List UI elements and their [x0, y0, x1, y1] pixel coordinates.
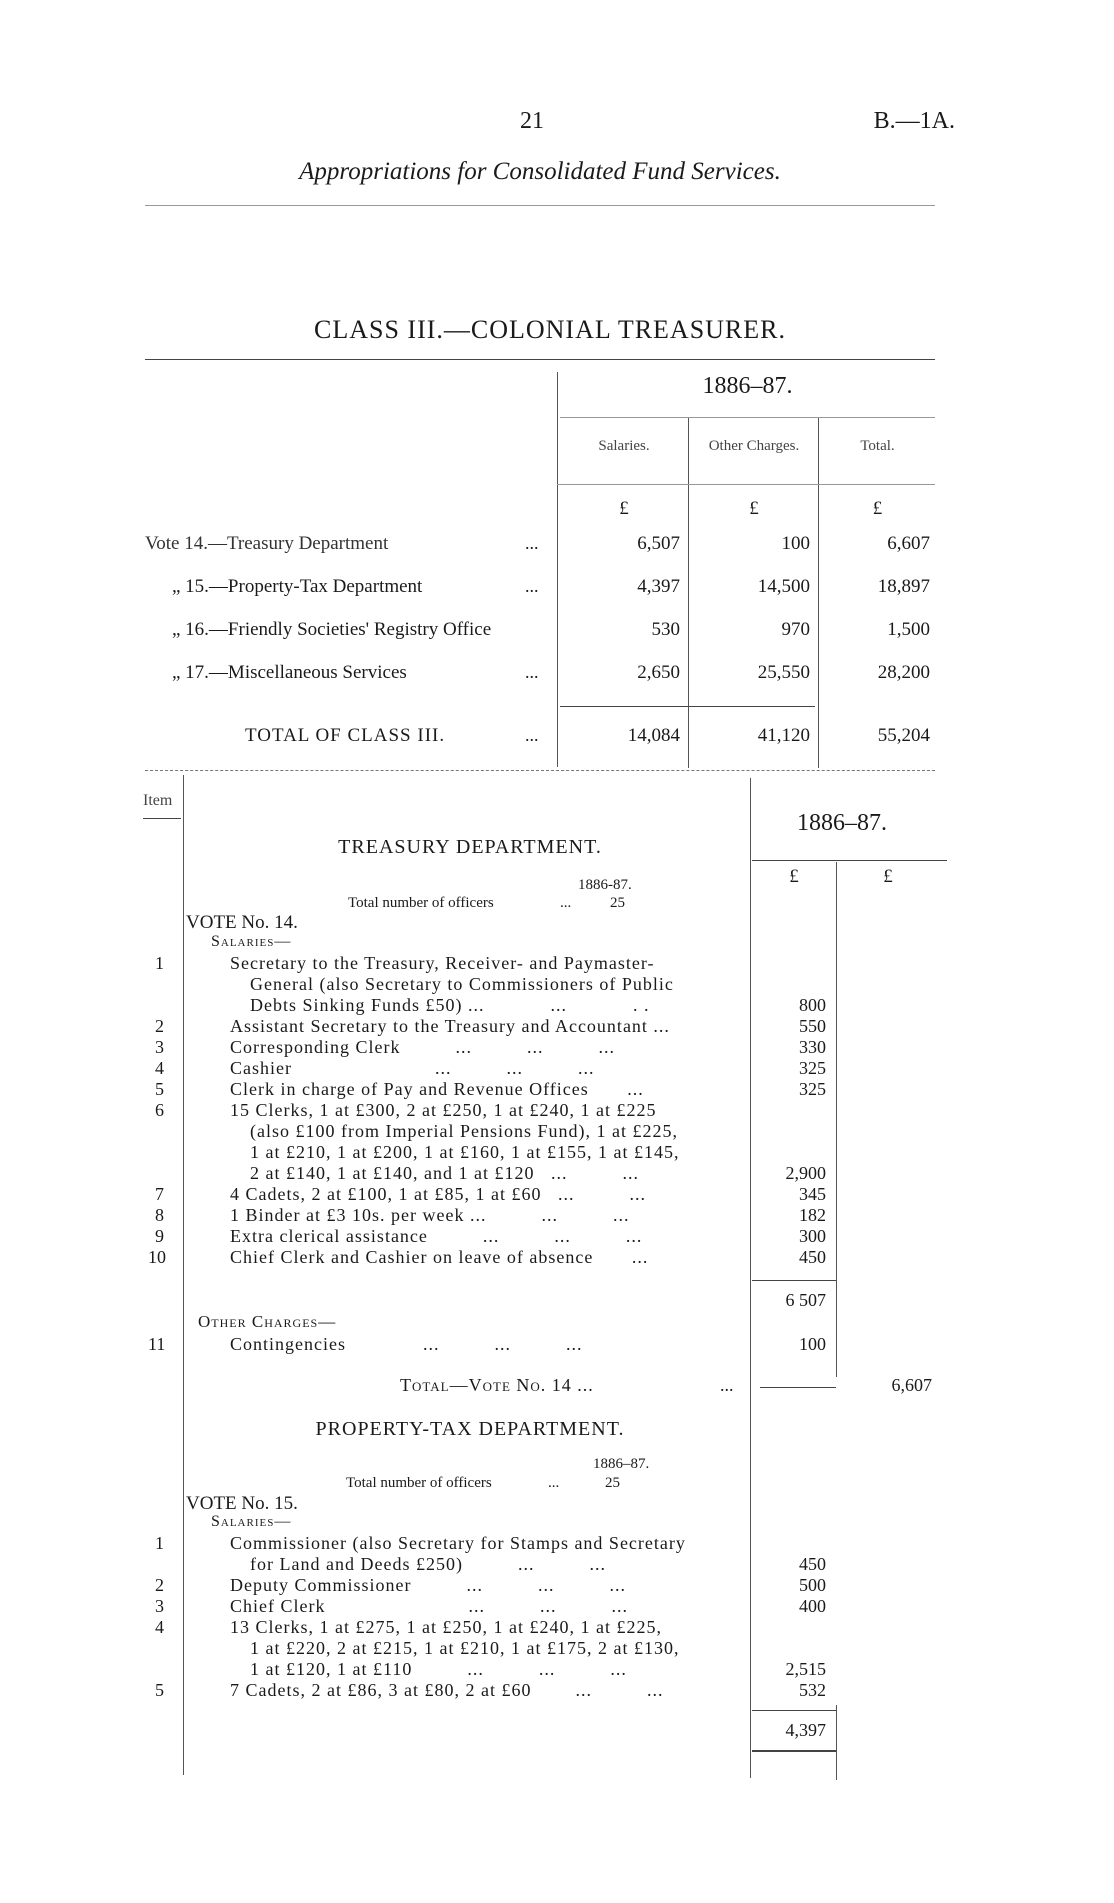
vote-total-dots: ...	[720, 1375, 734, 1395]
item-number: 8	[155, 1205, 164, 1225]
item-text: Debts Sinking Funds £50) ... ... . .	[250, 995, 650, 1015]
officers-dots: ...	[548, 1475, 560, 1491]
salaries-subtotal: 6 507	[785, 1290, 826, 1310]
currency-symbol: £	[883, 866, 893, 887]
summary-year-rule	[560, 417, 935, 418]
officers-year: 1886–87.	[593, 1456, 650, 1472]
item-text: Assistant Secretary to the Treasury and Accountant ...	[230, 1016, 670, 1036]
item-number: 3	[155, 1037, 164, 1057]
row-total: 18,897	[877, 576, 930, 597]
item-amount: 400	[799, 1596, 826, 1616]
item-text: Commissioner (also Secretary for Stamps and Secretary	[230, 1533, 686, 1553]
officers-year: 1886-87.	[578, 877, 632, 893]
item-number: 7	[155, 1184, 164, 1204]
item-number: 4	[155, 1617, 164, 1637]
currency-symbol: £	[872, 498, 883, 519]
other-charges-heading: Other Charges—	[198, 1312, 337, 1331]
item-number: 1	[155, 953, 164, 973]
row-label: „ 17.—Miscellaneous Services	[172, 662, 407, 683]
row-label: „ 15.—Property-Tax Department	[172, 576, 423, 597]
item-text: 1 at £220, 2 at £215, 1 at £210, 1 at £175, 2 at £130,	[250, 1638, 680, 1658]
item-text: 4 Cadets, 2 at £100, 1 at £85, 1 at £60 ... ...	[230, 1184, 646, 1204]
col-header-other-charges: Other Charges.	[708, 438, 800, 454]
item-number: 3	[155, 1596, 164, 1616]
salaries-subtotal-rule	[752, 1750, 836, 1752]
summary-divider	[818, 418, 819, 768]
row-dots: ...	[525, 662, 539, 682]
currency-symbol: £	[789, 866, 799, 887]
item-number: 5	[155, 1680, 164, 1700]
item-header: Item	[143, 792, 173, 809]
page-subtitle: Appropriations for Consolidated Fund Services.	[299, 158, 781, 185]
item-text: Chief Clerk ... ... ...	[230, 1596, 628, 1616]
item-amount: 330	[799, 1037, 826, 1057]
row-salaries: 4,397	[637, 576, 680, 597]
item-amount: 2,900	[785, 1163, 826, 1183]
item-text: 15 Clerks, 1 at £300, 2 at £250, 1 at £240, 1 at £225	[230, 1100, 657, 1120]
officers-dots: ...	[560, 895, 572, 911]
item-number: 11	[148, 1334, 166, 1354]
row-label: Vote 14.—Treasury Department	[145, 533, 389, 554]
vote-number: VOTE No. 15.	[186, 1493, 298, 1514]
row-dots: ...	[525, 725, 539, 745]
row-other: 970	[781, 619, 810, 640]
item-text: Secretary to the Treasury, Receiver- and Paymaster-	[230, 953, 655, 973]
item-text: 1 Binder at £3 10s. per week ... ... ...	[230, 1205, 630, 1225]
summary-divider	[557, 372, 558, 767]
summary-total-total: 55,204	[877, 725, 930, 746]
vote-total-amount: 6,607	[891, 1375, 932, 1395]
vote-total-rule	[760, 1387, 836, 1388]
summary-total-rule	[560, 706, 815, 707]
row-other: 25,550	[757, 662, 810, 683]
item-amount: 300	[799, 1226, 826, 1246]
item-text: 1 at £210, 1 at £200, 1 at £160, 1 at £155, 1 at £145,	[250, 1142, 680, 1162]
row-other: 100	[781, 533, 810, 554]
section-title-property-tax: PROPERTY-TAX DEPARTMENT.	[315, 1418, 625, 1440]
salaries-subtotal: 4,397	[785, 1720, 826, 1740]
amount-column-rule	[836, 1705, 837, 1780]
vote-number: VOTE No. 14.	[186, 912, 298, 933]
officers-count: 25	[605, 1475, 620, 1491]
row-salaries: 6,507	[637, 533, 680, 554]
item-number: 6	[155, 1100, 164, 1120]
item-amount: 532	[799, 1680, 826, 1700]
row-salaries: 530	[651, 619, 680, 640]
summary-year: 1886–87.	[702, 373, 793, 399]
officers-label: Total number of officers	[348, 895, 494, 911]
summary-total-salaries: 14,084	[627, 725, 680, 746]
row-dots: ...	[525, 576, 539, 596]
section-title-treasury: TREASURY DEPARTMENT.	[338, 836, 602, 858]
vote-total-label: Total—Vote No. 14 ...	[400, 1375, 594, 1395]
summary-total-other: 41,120	[757, 725, 810, 746]
row-salaries: 2,650	[637, 662, 680, 683]
item-amount: 550	[799, 1016, 826, 1036]
document-reference: B.—1A.	[873, 108, 955, 134]
row-dots: ...	[525, 533, 539, 553]
item-text: General (also Secretary to Commissioners of Public	[250, 974, 674, 994]
summary-top-rule	[145, 359, 935, 360]
summary-divider	[688, 418, 689, 768]
summary-header-rule	[557, 484, 935, 485]
officers-count: 25	[610, 895, 625, 911]
item-text: Cashier ... ... ...	[230, 1058, 595, 1078]
amount-column-rule	[750, 778, 751, 1778]
row-total: 28,200	[877, 662, 930, 683]
header-rule	[145, 205, 935, 206]
item-amount: 800	[799, 995, 826, 1015]
item-text: Clerk in charge of Pay and Revenue Offices ...	[230, 1079, 644, 1099]
item-number: 5	[155, 1079, 164, 1099]
item-text: 13 Clerks, 1 at £275, 1 at £250, 1 at £240, 1 at £225,	[230, 1617, 662, 1637]
item-number: 1	[155, 1533, 164, 1553]
item-text: for Land and Deeds £250) ... ...	[250, 1554, 606, 1574]
amount-column-rule	[836, 862, 837, 1377]
item-number: 2	[155, 1575, 164, 1595]
item-number: 9	[155, 1226, 164, 1246]
item-number: 2	[155, 1016, 164, 1036]
item-text: (also £100 from Imperial Pensions Fund), 1 at £225,	[250, 1121, 678, 1141]
item-amount: 325	[799, 1079, 826, 1099]
item-text: Deputy Commissioner ... ... ...	[230, 1575, 626, 1595]
item-amount: 450	[799, 1247, 826, 1267]
item-text: Extra clerical assistance ... ... ...	[230, 1226, 643, 1246]
item-amount: 450	[799, 1554, 826, 1574]
item-amount: 500	[799, 1575, 826, 1595]
officers-label: Total number of officers	[346, 1475, 492, 1491]
item-text: 1 at £120, 1 at £110 ... ... ...	[250, 1659, 627, 1679]
item-column-rule	[183, 775, 184, 1775]
currency-symbol: £	[749, 498, 759, 519]
summary-total-label: TOTAL OF CLASS III.	[245, 725, 446, 746]
item-amount: 100	[799, 1334, 826, 1354]
item-amount: 325	[799, 1058, 826, 1078]
row-total: 6,607	[887, 533, 930, 554]
salaries-subtotal-rule	[752, 1280, 836, 1281]
row-label: „ 16.—Friendly Societies' Registry Office	[172, 619, 492, 640]
salaries-heading: Salaries—	[211, 1513, 292, 1530]
col-header-salaries: Salaries.	[598, 438, 650, 454]
salaries-heading: Salaries—	[211, 933, 292, 950]
row-other: 14,500	[757, 576, 810, 597]
page-number: 21	[520, 108, 544, 134]
item-number: 10	[148, 1247, 166, 1267]
item-text: Corresponding Clerk ... ... ...	[230, 1037, 615, 1057]
detail-year-rule	[752, 860, 947, 861]
summary-bottom-rule	[145, 770, 935, 771]
row-total: 1,500	[887, 619, 930, 640]
item-header-rule	[143, 818, 181, 819]
summary-title: CLASS III.—COLONIAL TREASURER.	[313, 315, 786, 344]
col-header-total: Total.	[860, 438, 895, 454]
item-amount: 182	[799, 1205, 826, 1225]
item-text: 2 at £140, 1 at £140, and 1 at £120 ... ...	[250, 1163, 639, 1183]
item-amount: 345	[799, 1184, 826, 1204]
item-text: Contingencies ... ... ...	[230, 1334, 583, 1354]
salaries-subtotal-rule	[752, 1710, 836, 1711]
item-amount: 2,515	[785, 1659, 826, 1679]
detail-year: 1886–87.	[797, 810, 887, 836]
item-text: Chief Clerk and Cashier on leave of absence ...	[230, 1247, 649, 1267]
item-number: 4	[155, 1058, 164, 1078]
currency-symbol: £	[619, 498, 629, 519]
item-text: 7 Cadets, 2 at £86, 3 at £80, 2 at £60 ... ...	[230, 1680, 664, 1700]
